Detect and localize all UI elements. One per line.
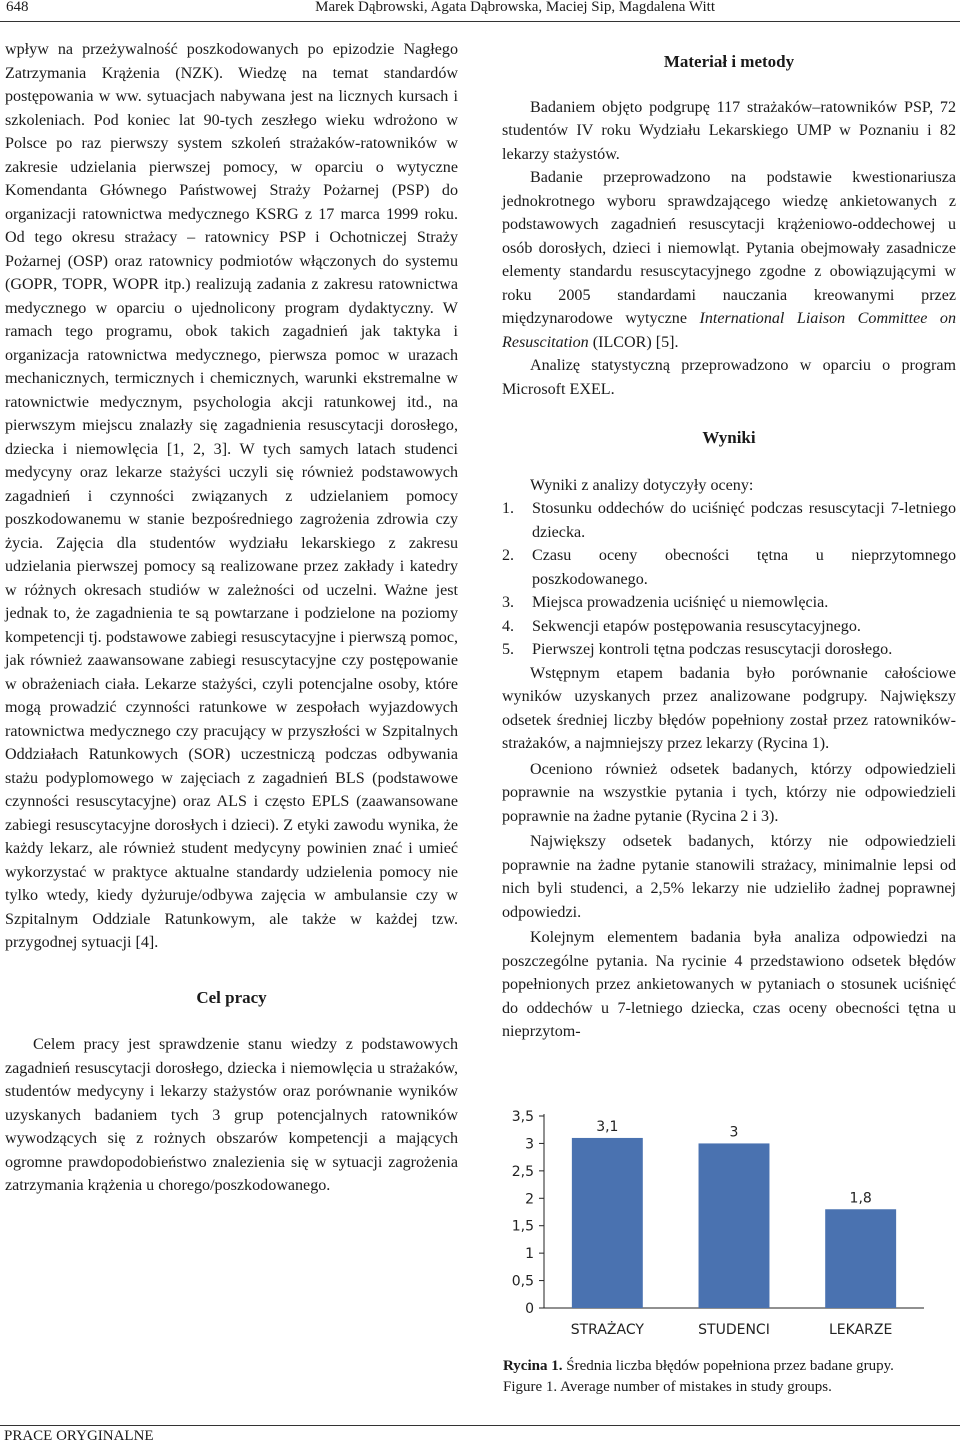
bar-value-label: 3,1 [596, 1118, 619, 1135]
y-tick-label: 2 [525, 1191, 534, 1208]
ilcor-name: International Liaison Committee on Resuscitation [502, 310, 956, 351]
y-tick-label: 1 [525, 1246, 534, 1263]
page-number: 648 [6, 0, 29, 15]
results-paragraph-2: Oceniono również odsetek badanych, którzy odpowiedzieli poprawnie na wszystkie pytania i tych, którzy nie odpowiedzieli poprawnie na żadne pytanie (Rycina 2 i 3). [502, 760, 956, 825]
results-list-item [502, 497, 956, 544]
bar-value-label: 3 [729, 1124, 739, 1141]
results-list-item [502, 615, 956, 639]
intro-paragraph: wpływ na przeżywalność poszkodowanych po epizodzie Nagłego Zatrzymania Krążenia (NZK). Wiedzę na temat standardów postępowania w ww. sytuacjach nabywana jest na licznych kursach i szkoleniach. Pod koniec lat 90-tych zeszłego wieku wdrożono w Polsce po raz pierwszy system szkoleń strażaków-ratowników w zakresie udzielania pierwszej pomocy, w oparciu o wytyczne Komendanta Głównego Państwowej Straży Pożarnej (PSP) do organizacji ratownictwa medycznego KSRG z 17 marca 1999 roku. Od tego okresu strażacy – ratownicy PSP i Ochotniczej Straży Pożarnej (OSP) oraz ratownicy podmiotów włączonych do systemu (GOPR, TOPR, WOPR itp.) realizują zadania z zakresu ratownictwa medycznego w oparciu o ujednolicony program dydaktyczny. W ramach tego programu, obok takich zagadnień jak taktyka i organizacja ratownictwa medycznego, pierwsza pomoc w urazach mechanicznych, termicznych i chemicznych, warunki ekstremalne w ratownictwie medycznym, psychologia akcji ratunkowej itd., na pierwszym miejscu znalazły się zagadnienia resuscytacji dorosłego, dziecka i niemowlęcia [1, 2, 3]. W tych samych latach studenci medycyny oraz lekarze stażyści uczyli się również podstawowych zagadnień i czynności związanych z udzielaniem pomocy poszkodowanemu w stanie bezpośredniego zagrożenia zdrowia czy życia. Zajęcia dla studentów wydziału lekarskiego z zakresu udzielania pierwszej pomocy są realizowane przez zakłady i katedry w różnych okresach studiów w zależności od uczelni. Ważne jest jednak to, że zagadnienia te są powtarzane i podzielone na poziomy kompetencji tj. podstawowe zabiegi resuscytacyjne i pierwszą pomoc, jak również zaawansowane zabiegi resuscytacyjne czy postępowanie w obrażeniach ciała. Lekarze stażyści, czyli potencjalne osoby, które mogą prowadzić czynności ratunkowe w zespołach wyjazdowych ratownictwa medycznego czy pracujący w przyszłości w Szpitalnych Oddziałach Ratunkowych (SOR) uczestniczą podczas odbywania stażu podyplomowego w zajęciach z zagadnień BLS (podstawowe czynności resuscytacyjne) oraz ALS i często EPLS (zaawansowane zabiegi resuscytacyjne dorosłych i dzieci). Z etyki zawodu wynika, że każdy lekarz, ale również student medycyny powinien znać i umieć wykorzystać w praktyce aktualne standardy udzielenia pomocy nie tylko wtedy, kiedy dyżuruje/odbywa zajęcia w ambulansie czy w Szpitalnym Oddziale Ratunkowym, ale także w każdej tzw. przygodnej sytuacji [4]. [5, 41, 458, 951]
bar [572, 1138, 643, 1308]
caption-text-pl: Średnia liczba błędów popełniona przez badane grupy. [562, 1358, 894, 1374]
results-heading: Wyniki [702, 428, 756, 447]
y-tick-label: 0 [525, 1301, 534, 1317]
running-authors: Marek Dąbrowski, Agata Dąbrowska, Maciej Sip, Magdalena Witt [315, 0, 715, 15]
methods-paragraph-2: Badanie przeprowadzono na podstawie kwestionariusza jednokrotnego wyboru sprawdzającego wiedzę ankietowanych z podstawowych zagadnień resuscytacji krążeniowo-oddechowej u osób dorosłych, dzieci i niemowląt. Pytania obejmowały zasadnicze elementy standardu resuscytacyjnego zgodne z obowiązującymi w roku 2005 standardami nauczania kreowanymi przez międzynarodowe wytyczne International Liaison Committee on Resuscitation (ILCOR) [5]. [502, 169, 956, 351]
methods-paragraph-1: Badaniem objęto podgrupę 117 strażaków–ratowników PSP, 72 studentów IV roku Wydziału Lekarskiego UMP w Poznaniu i 82 lekarzy stażystów. [502, 98, 956, 163]
y-tick-label: 3 [525, 1136, 534, 1153]
results-list-text: Stosunku oddechów do uciśnięć podczas resuscytacji 7-letniego dziecka. [532, 500, 956, 541]
bar [825, 1209, 896, 1308]
y-tick-label: 0,5 [511, 1273, 534, 1290]
results-list-item [502, 591, 956, 615]
category-label: STUDENCI [698, 1322, 770, 1338]
results-list-text: Sekwencji etapów postępowania resuscytacyjnego. [532, 617, 861, 635]
results-list-text: Czasu oceny obecności tętna u nieprzytomnego poszkodowanego. [532, 547, 956, 588]
section-footer: PRACE ORYGINALNE [4, 1428, 154, 1444]
y-tick-label: 1,5 [511, 1218, 534, 1235]
running-header [0, 0, 960, 20]
figure-1-bar-chart [500, 1108, 930, 1344]
methods-heading: Materiał i metody [663, 52, 795, 71]
cel-pracy-text: Celem pracy jest sprawdzenie stanu wiedzy z podstawowych zagadnień resuscytacji dorosłego, dziecka i niemowlęcia u strażaków, studentów medycyny i lekarzy stażystów oraz porównanie wyników uzyskanych badaniem tych 3 grup potencjalnych ratowników wywodzących się z rożnych obszarów kompetencji a mających ogromne prawdopodobieństwo znalezienia się w sytuacji zagrożenia zatrzymania krążenia u chorego/poszkodowanego. [5, 1036, 458, 1194]
footer-divider [0, 1425, 960, 1426]
category-label: STRAŻACY [570, 1322, 644, 1338]
header-divider [0, 21, 960, 22]
results-list-number: 5. [502, 641, 515, 658]
results-paragraph-3: Największy odsetek badanych, którzy nie odpowiedzieli poprawnie na żadne pytanie stanowili strażacy, minimalnie lepsi od nich byli studenci, a 2,5% lekarzy nie udzieliło żadnej poprawnej odpowiedzi. [502, 833, 956, 921]
results-paragraph-1: Wstępnym etapem badania było porównanie całościowe wyników uzyskanych przez analizowane podgrupy. Największy odsetek średniej liczby błędów popełniony został przez ratowników-strażaków, a najmniejszy przez lekarzy (Rycina 1). [502, 664, 956, 752]
results-intro: Wyniki z analizy dotyczyły oceny: [530, 476, 754, 494]
caption-text-en: Figure 1. Average number of mistakes in study groups. [503, 1379, 832, 1395]
results-list [502, 497, 956, 662]
y-tick-label: 2,5 [511, 1163, 534, 1180]
results-list-item [502, 544, 956, 591]
results-list-item [502, 638, 956, 662]
bar [699, 1143, 770, 1308]
bar-value-label: 1,8 [849, 1190, 872, 1207]
results-list-number: 2. [502, 547, 515, 564]
results-paragraph-4: Kolejnym elementem badania była analiza odpowiedzi na poszczególne pytania. Na rycinie 4 przedstawiono odsetek błędów popełnionych przez ankietowanych w pytaniach o stosunek uciśnięć do oddechów u 7-letniego dziecka, czas oceny obecności tętna u nieprzytom- [502, 929, 956, 1040]
results-list-text: Miejsca prowadzenia uciśnięć u niemowlęcia. [532, 594, 829, 611]
results-list-number: 4. [502, 617, 515, 635]
right-column [502, 50, 956, 1044]
y-tick-label: 3,5 [511, 1109, 534, 1125]
figure-1-caption [503, 1356, 958, 1398]
category-label: LEKARZE [829, 1322, 893, 1338]
caption-label: Rycina 1. [503, 1358, 563, 1374]
results-list-text: Pierwszej kontroli tętna podczas resuscytacji dorosłego. [532, 641, 893, 658]
cel-pracy-heading: Cel pracy [196, 987, 267, 1007]
results-list-number: 3. [502, 594, 515, 611]
left-column [5, 38, 458, 1198]
methods-paragraph-3: Analizę statystyczną przeprowadzono w oparciu o program Microsoft EXEL. [502, 357, 956, 398]
results-list-number: 1. [502, 500, 515, 517]
